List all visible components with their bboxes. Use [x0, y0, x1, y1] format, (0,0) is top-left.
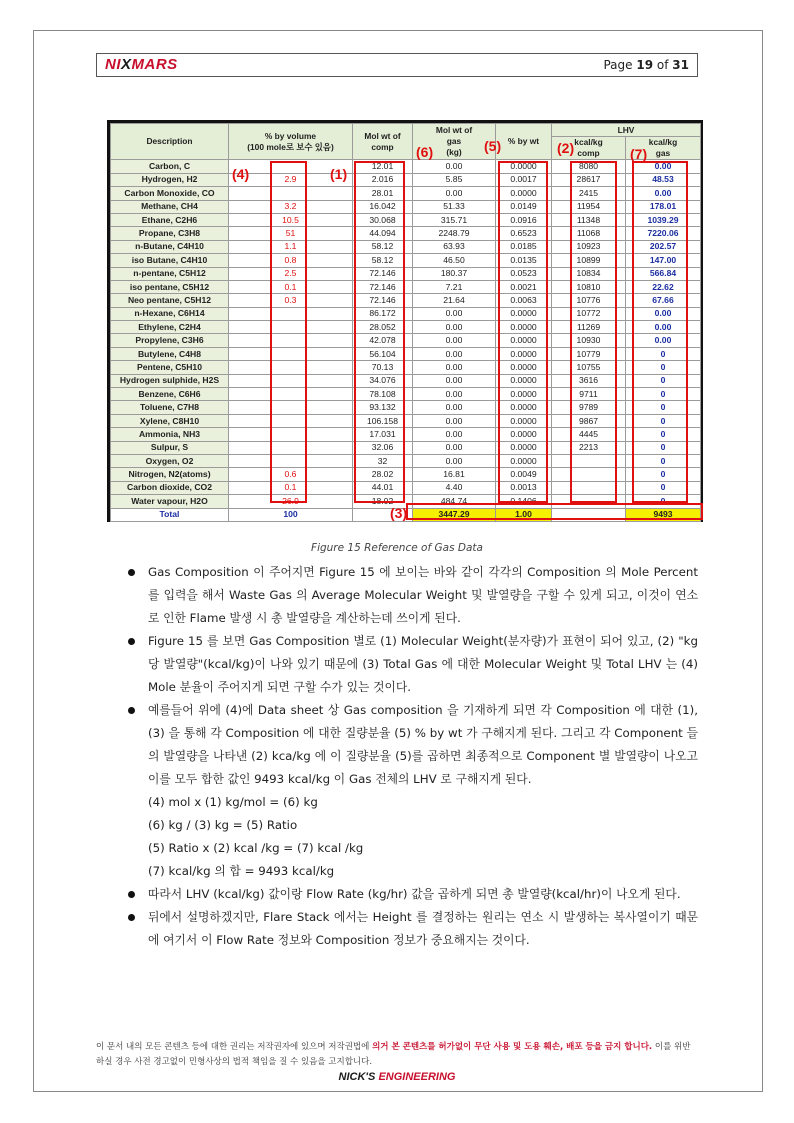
cell-molwt: 17.031 [353, 428, 413, 441]
cell-molwt: 16.042 [353, 200, 413, 213]
cell-kcal-comp: 2415 [552, 187, 626, 200]
cell-kcal-comp: 9789 [552, 401, 626, 414]
cell-pct-wt: 0.0916 [496, 213, 552, 226]
bullet-1: Gas Composition 이 주어지면 Figure 15 에 보이는 바와 같이 각각의 Composition 의 Mole Percent 를 입력을 해서 Waste Gas 의 Average Molecular Weight 및 발열량을 구할 수 있게 되고, 이것이 연소로 인한 Flame 발생 시 총 발열량을 계산하는데 쓰이게 된다. [128, 561, 698, 630]
cell-kcal-gas: 566.84 [626, 267, 701, 280]
cell-molwt: 44.01 [353, 481, 413, 494]
cell-pct-wt: 0.1406 [496, 495, 552, 508]
cell-pct-wt: 0.0000 [496, 160, 552, 173]
cell-description: Ethylene, C2H4 [111, 321, 229, 334]
cell-molwt: 86.172 [353, 307, 413, 320]
cell-molwt: 12.01 [353, 160, 413, 173]
cell-molwt: 56.104 [353, 347, 413, 360]
cell-pct-wt: 0.0000 [496, 454, 552, 467]
bullet-4: 따라서 LHV (kcal/kg) 값이랑 Flow Rate (kg/hr) 값을 곱하게 되면 총 발열량(kcal/hr)이 나오게 된다. [128, 883, 698, 906]
cell-description: Xylene, C8H10 [111, 414, 229, 427]
cell-molwt: 28.01 [353, 187, 413, 200]
cell-molwt-gas: 16.81 [413, 468, 496, 481]
cell-kcal-gas: 7220.06 [626, 227, 701, 240]
bullet-5: 뒤에서 설명하겠지만, Flare Stack 에서는 Height 를 결정하는 원리는 연소 시 발생하는 복사열이기 때문에 여기서 이 Flow Rate 정보와 Composition 정보가 중요해지는 것이다. [128, 906, 698, 952]
cell-molwt-gas: 46.50 [413, 254, 496, 267]
cell-kcal-comp: 10776 [552, 294, 626, 307]
cell-molwt-gas: 0.00 [413, 334, 496, 347]
box-total [406, 503, 703, 520]
cell-pct-wt: 0.0000 [496, 401, 552, 414]
cell-molwt: 30.068 [353, 213, 413, 226]
cell-kcal-comp: 10923 [552, 240, 626, 253]
box-kcal-comp [570, 161, 617, 503]
cell-molwt: 58.12 [353, 254, 413, 267]
cell-molwt-gas: 2248.79 [413, 227, 496, 240]
formula-1: (4) mol x (1) kg/mol = (6) kg [148, 795, 318, 809]
cell-kcal-gas: 67.66 [626, 294, 701, 307]
cell-molwt-gas: 0.00 [413, 321, 496, 334]
cell-pct-wt: 0.0021 [496, 280, 552, 293]
cell-kcal-gas: 178.01 [626, 200, 701, 213]
cell-kcal-comp: 10810 [552, 280, 626, 293]
cell-kcal-comp: 10834 [552, 267, 626, 280]
cell-molwt: 44.094 [353, 227, 413, 240]
cell-molwt-gas: 0.00 [413, 401, 496, 414]
cell-description: Pentene, C5H10 [111, 361, 229, 374]
cell-molwt-gas: 0.00 [413, 414, 496, 427]
cell-description: Carbon dioxide, CO2 [111, 481, 229, 494]
cell-pct-wt: 0.0063 [496, 294, 552, 307]
cell-molwt-gas: 0.00 [413, 361, 496, 374]
cell-kcal-gas: 0 [626, 468, 701, 481]
copyright-notice: 이 문서 내의 모든 콘텐츠 등에 대한 권리는 저작권자에 있으며 저작권법에 의거 본 콘텐츠를 허가없이 무단 사용 및 도용 훼손, 배포 등을 금지 합니다. 이를 위반 하실 경우 사전 경고없이 민형사상의 법적 책임을 질 수 있음을 고지합니다. [96, 1042, 691, 1067]
cell-kcal-gas: 0 [626, 361, 701, 374]
nixmars-logo: NIXMARS [105, 56, 178, 73]
cell-molwt-gas: 0.00 [413, 160, 496, 173]
cell-kcal-gas: 0 [626, 428, 701, 441]
cell-description: n-Hexane, C6H14 [111, 307, 229, 320]
cell-kcal-gas: 202.57 [626, 240, 701, 253]
bullet-dot-icon [128, 707, 135, 714]
cell-kcal-comp: 11954 [552, 200, 626, 213]
page-header [96, 53, 698, 77]
cell-vol: 0.1 [229, 481, 353, 494]
total-kcal-gas: 9493 [626, 508, 701, 521]
cell-vol: 2.5 [229, 267, 353, 280]
cell-description: Neo pentane, C5H12 [111, 294, 229, 307]
cell-kcal-gas: 0 [626, 347, 701, 360]
bullet-dot-icon [128, 638, 135, 645]
cell-pct-wt: 0.0000 [496, 428, 552, 441]
cell-kcal-gas: 0 [626, 414, 701, 427]
cell-molwt: 18.02 [353, 495, 413, 508]
marker-1: (1) [330, 166, 348, 182]
formula-4: (7) kcal/kg 의 합 = 9493 kcal/kg [148, 864, 335, 878]
col-molwt: Mol wt of comp [353, 124, 413, 160]
cell-kcal-comp: 4445 [552, 428, 626, 441]
formula-3: (5) Ratio x (2) kcal /kg = (7) kcal /kg [148, 841, 364, 855]
cell-description: Butylene, C4H8 [111, 347, 229, 360]
figure-caption: Figure 15 Reference of Gas Data [311, 542, 483, 554]
cell-kcal-comp: 10755 [552, 361, 626, 374]
cell-description: Hydrogen sulphide, H2S [111, 374, 229, 387]
cell-pct-wt: 0.0185 [496, 240, 552, 253]
marker-5: (5) [484, 138, 502, 154]
col-description: Description [111, 124, 229, 160]
cell-molwt-gas: 0.00 [413, 374, 496, 387]
cell-pct-wt: 0.0000 [496, 361, 552, 374]
cell-vol: 10.5 [229, 213, 353, 226]
cell-kcal-comp: 3616 [552, 374, 626, 387]
cell-molwt-gas: 5.85 [413, 173, 496, 186]
cell-molwt: 78.108 [353, 388, 413, 401]
cell-molwt-gas: 0.00 [413, 307, 496, 320]
cell-kcal-gas: 1039.29 [626, 213, 701, 226]
page-number: Page 19 of 31 [603, 58, 689, 72]
cell-kcal-comp: 11068 [552, 227, 626, 240]
cell-molwt: 93.132 [353, 401, 413, 414]
cell-molwt: 72.146 [353, 280, 413, 293]
cell-description: Sulpur, S [111, 441, 229, 454]
cell-molwt-gas: 63.93 [413, 240, 496, 253]
cell-pct-wt: 0.0000 [496, 414, 552, 427]
cell-description: Ammonia, NH3 [111, 428, 229, 441]
cell-kcal-gas: 0.00 [626, 160, 701, 173]
cell-pct-wt: 0.0000 [496, 307, 552, 320]
cell-vol: 26.9 [229, 495, 353, 508]
cell-kcal-gas: 0 [626, 374, 701, 387]
col-kcal-comp: kcal/kg comp [552, 137, 626, 160]
cell-description: Ethane, C2H6 [111, 213, 229, 226]
bullet-dot-icon [128, 569, 135, 576]
cell-kcal-comp: 9867 [552, 414, 626, 427]
cell-molwt: 70.13 [353, 361, 413, 374]
cell-molwt-gas: 180.37 [413, 267, 496, 280]
cell-molwt-gas: 0.00 [413, 428, 496, 441]
marker-2: (2) [557, 140, 575, 156]
cell-pct-wt: 0.0000 [496, 321, 552, 334]
cell-molwt-gas: 0.00 [413, 187, 496, 200]
cell-molwt: 42.078 [353, 334, 413, 347]
cell-kcal-gas: 22.62 [626, 280, 701, 293]
cell-vol: 0.3 [229, 294, 353, 307]
col-vol: % by volume (100 mole로 보수 있음) [229, 124, 353, 160]
cell-vol: 2.9 [229, 173, 353, 186]
cell-molwt: 34.076 [353, 374, 413, 387]
cell-description: n-Butane, C4H10 [111, 240, 229, 253]
cell-pct-wt: 0.0523 [496, 267, 552, 280]
cell-vol: 51 [229, 227, 353, 240]
cell-vol: 0.1 [229, 280, 353, 293]
col-pct-wt: % by wt [496, 124, 552, 160]
cell-molwt: 58.12 [353, 240, 413, 253]
cell-kcal-comp: 9711 [552, 388, 626, 401]
cell-description: Hydrogen, H2 [111, 173, 229, 186]
cell-molwt: 72.146 [353, 294, 413, 307]
cell-pct-wt: 0.0000 [496, 347, 552, 360]
cell-kcal-gas: 0 [626, 495, 701, 508]
cell-pct-wt: 0.0000 [496, 334, 552, 347]
cell-molwt-gas: 51.33 [413, 200, 496, 213]
cell-kcal-comp: 2213 [552, 441, 626, 454]
cell-pct-wt: 0.0149 [496, 200, 552, 213]
cell-kcal-gas: 0.00 [626, 187, 701, 200]
cell-pct-wt: 0.0017 [496, 173, 552, 186]
cell-kcal-comp: 10779 [552, 347, 626, 360]
marker-3: (3) [390, 505, 408, 521]
cell-pct-wt: 0.0000 [496, 374, 552, 387]
box-kcal-gas [632, 161, 688, 503]
cell-molwt: 28.02 [353, 468, 413, 481]
col-lhv: LHV [552, 124, 701, 137]
col-kcal-gas: kcal/kg gas [626, 137, 701, 160]
cell-kcal-comp: 28617 [552, 173, 626, 186]
cell-description: n-pentane, C5H12 [111, 267, 229, 280]
cell-kcal-gas: 0 [626, 401, 701, 414]
cell-kcal-comp: 10930 [552, 334, 626, 347]
cell-pct-wt: 0.0013 [496, 481, 552, 494]
cell-vol: 1.1 [229, 240, 353, 253]
cell-molwt-gas: 0.00 [413, 388, 496, 401]
cell-kcal-comp: 10772 [552, 307, 626, 320]
cell-kcal-gas: 0 [626, 454, 701, 467]
cell-vol: 0.6 [229, 468, 353, 481]
cell-molwt: 106.158 [353, 414, 413, 427]
cell-molwt-gas: 21.64 [413, 294, 496, 307]
total-label: Total [111, 508, 229, 521]
cell-kcal-gas: 0 [626, 388, 701, 401]
cell-kcal-gas: 0.00 [626, 321, 701, 334]
cell-kcal-comp: 10899 [552, 254, 626, 267]
cell-description: Benzene, C6H6 [111, 388, 229, 401]
marker-4: (4) [232, 166, 250, 182]
cell-vol: 3.2 [229, 200, 353, 213]
cell-molwt-gas: 315.71 [413, 213, 496, 226]
bullet-3: 예를들어 위에 (4)에 Data sheet 상 Gas composition 을 기재하게 되면 각 Composition 에 대한 (1), (3) 을 통해 각 Composition 에 대한 질량분율 (5) % by wt 가 구해지게 된다. 그리고 각 Component 들의 발열량을 나타낸 (2) kca/kg 에 이 질량분율 (5)를 곱하면 최종적으로 Component 별 발열량이 나오고 이를 모두 합한 값인 9493 kcal/kg 이 Gas 전체의 LHV 로 구해지게 된다. [128, 699, 698, 791]
bullet-dot-icon [128, 914, 135, 921]
cell-description: Nitrogen, N2(atoms) [111, 468, 229, 481]
cell-molwt: 72.146 [353, 267, 413, 280]
cell-description: iso pentane, C5H12 [111, 280, 229, 293]
formula-2: (6) kg / (3) kg = (5) Ratio [148, 818, 298, 832]
footer-brand: NICK'S ENGINEERING [338, 1071, 456, 1083]
cell-kcal-gas: 0 [626, 481, 701, 494]
cell-kcal-gas: 0.00 [626, 334, 701, 347]
cell-molwt: 32.06 [353, 441, 413, 454]
cell-description: Propane, C3H8 [111, 227, 229, 240]
box-vol [270, 161, 307, 503]
cell-molwt: 28.052 [353, 321, 413, 334]
cell-molwt-gas: 7.21 [413, 280, 496, 293]
cell-description: Oxygen, O2 [111, 454, 229, 467]
cell-description: Carbon, C [111, 160, 229, 173]
cell-molwt-gas: 0.00 [413, 441, 496, 454]
cell-molwt-gas: 0.00 [413, 347, 496, 360]
cell-pct-wt: 0.0000 [496, 441, 552, 454]
cell-pct-wt: 0.0000 [496, 388, 552, 401]
cell-molwt-gas: 0.00 [413, 454, 496, 467]
cell-description: Water vapour, H2O [111, 495, 229, 508]
cell-molwt-gas: 4.40 [413, 481, 496, 494]
cell-description: Propylene, C3H6 [111, 334, 229, 347]
marker-7: (7) [630, 146, 648, 162]
box-molwt [354, 161, 405, 503]
cell-description: Carbon Monoxide, CO [111, 187, 229, 200]
cell-kcal-gas: 0 [626, 441, 701, 454]
cell-description: Methane, CH4 [111, 200, 229, 213]
cell-kcal-gas: 0.00 [626, 307, 701, 320]
box-pct-wt [498, 161, 548, 503]
cell-pct-wt: 0.0049 [496, 468, 552, 481]
cell-molwt: 32 [353, 454, 413, 467]
cell-kcal-comp: 8080 [552, 160, 626, 173]
cell-kcal-comp: 11348 [552, 213, 626, 226]
cell-pct-wt: 0.0135 [496, 254, 552, 267]
marker-6: (6) [416, 144, 434, 160]
cell-description: iso Butane, C4H10 [111, 254, 229, 267]
cell-pct-wt: 0.0000 [496, 187, 552, 200]
cell-kcal-gas: 147.00 [626, 254, 701, 267]
cell-molwt-gas: 484.74 [413, 495, 496, 508]
cell-kcal-gas: 48.53 [626, 173, 701, 186]
cell-pct-wt: 0.6523 [496, 227, 552, 240]
body-text [128, 561, 698, 952]
cell-molwt: 2.016 [353, 173, 413, 186]
total-pct-wt: 1.00 [496, 508, 552, 521]
cell-vol: 0.8 [229, 254, 353, 267]
bullet-2: Figure 15 를 보면 Gas Composition 별로 (1) Molecular Weight(분자량)가 표현이 되어 있고, (2) "kg 당 발열량"(kcal/kg)이 나와 있기 때문에 (3) Total Gas 에 대한 Molecular Weight 및 Total LHV 는 (4) Mole 분율이 주어지게 되면 구할 수가 있는 것이다. [128, 630, 698, 699]
total-molwt-gas: 3447.29 [413, 508, 496, 521]
bullet-dot-icon [128, 891, 135, 898]
cell-description: Toluene, C7H8 [111, 401, 229, 414]
total-vol: 100 [229, 508, 353, 521]
cell-kcal-comp: 11269 [552, 321, 626, 334]
col-molwt-gas: Mol wt of gas (kg) [413, 124, 496, 160]
